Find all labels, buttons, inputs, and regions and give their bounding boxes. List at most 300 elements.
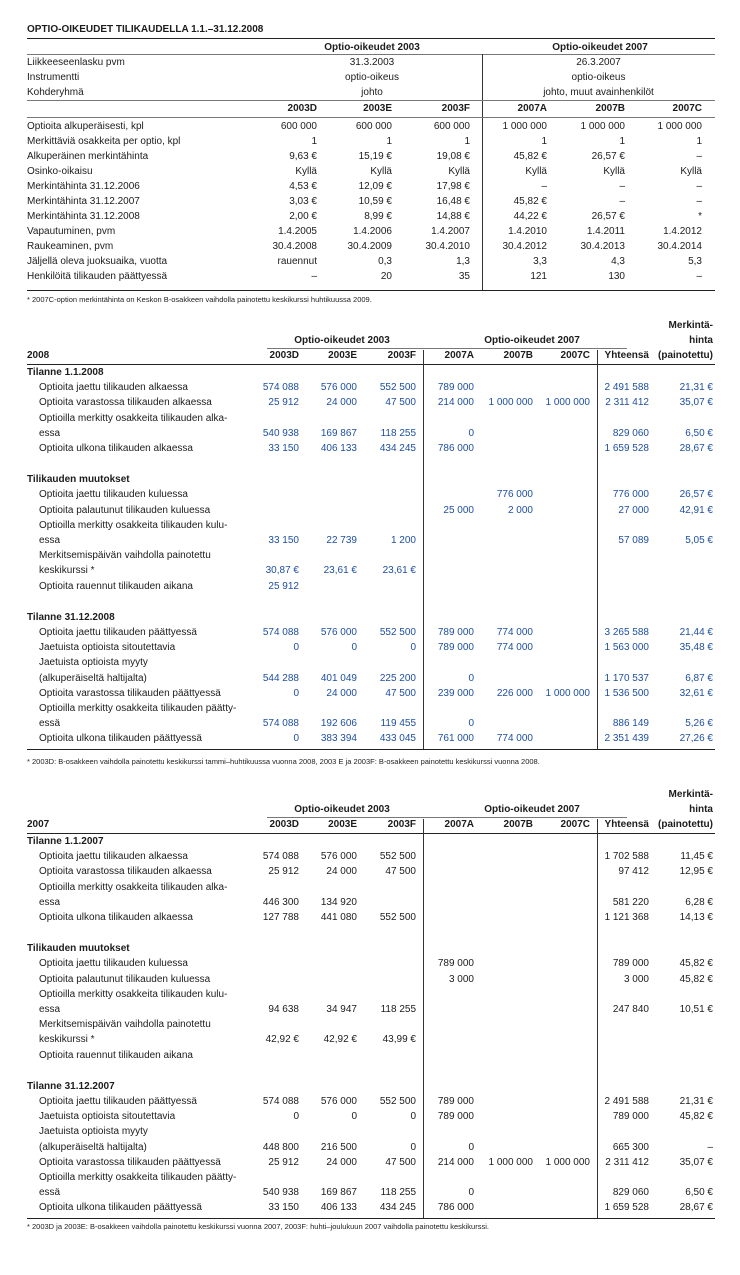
table-row [27, 972, 715, 987]
row-label: Jaetuista optioista myyty [39, 1126, 148, 1138]
cell-value: 576 000 [320, 1096, 357, 1107]
cell-value: 5,26 € [685, 718, 713, 730]
cell-value: 2 491 588 [604, 1096, 649, 1107]
cell-value: 434 245 [379, 443, 416, 454]
row-label: Optioita ulkona tilikauden alkaessa [39, 443, 193, 454]
section-title: Tilanne 31.12.2007 [27, 1080, 115, 1092]
section-header [27, 941, 715, 956]
cell-value: 4,3 [611, 256, 625, 267]
table-row [27, 1017, 715, 1032]
cell-value: 774 000 [496, 642, 533, 654]
table-row [27, 716, 715, 731]
row-label: Optioita jaettu tilikauden päättyessä [39, 627, 197, 638]
cell-value: 119 455 [380, 718, 416, 730]
cell-value: – [696, 271, 702, 282]
cell-value: 540 938 [262, 1187, 299, 1199]
cell-value: 169 867 [320, 1187, 357, 1199]
row-label: keskikurssi * [39, 1034, 95, 1046]
row-label: Alkuperäinen merkintähinta [27, 151, 149, 162]
table-row [27, 149, 715, 164]
cell-value: 600 000 [433, 121, 470, 132]
cell-value: 789 000 [437, 958, 474, 970]
cell-value: 2 311 412 [605, 1156, 649, 1168]
cell-value: 226 000 [496, 687, 533, 699]
table-row [27, 503, 715, 518]
table-row [27, 1032, 715, 1047]
row-label: Optioita varastossa tilikauden alkaessa [39, 397, 212, 409]
info-value-2007: 26.3.2007 [576, 57, 621, 68]
row-label: Merkitsemispäivän vaihdolla painotettu [39, 550, 211, 562]
cell-value: 6,50 € [685, 1187, 713, 1199]
row-label: Osinko-oikaisu [27, 166, 93, 177]
cell-value: 0 [410, 1111, 416, 1123]
row-label: Merkintähinta 31.12.2007 [27, 196, 140, 207]
cell-value: 552 500 [379, 851, 416, 863]
cell-value: 24 000 [326, 1156, 357, 1168]
row-label: Jaetuista optioista sitoutettavia [39, 642, 176, 654]
cell-value: 0 [410, 1141, 416, 1153]
table-row [27, 625, 715, 640]
table-footnote: * 2007C-option merkintähinta on Keskon B-osakkeen vaihdolla painotettu keskikurssi huhtikuussa 2009. [27, 295, 372, 304]
row-label: Raukeaminen, pvm [27, 241, 114, 252]
cell-value: 406 133 [320, 443, 357, 454]
cell-value: 30.4.2008 [272, 241, 317, 252]
cell-value: 1 000 000 [545, 1156, 590, 1168]
cell-value: 552 500 [379, 627, 416, 638]
cell-value: 3 265 588 [604, 627, 649, 638]
cell-value: 14,88 € [436, 211, 470, 222]
table-row [27, 987, 715, 1002]
cell-value: 574 088 [262, 718, 299, 730]
section-header [27, 610, 715, 625]
row-label: Optioilla merkitty osakkeita tilikauden alka- [39, 881, 228, 893]
row-label: Optioita varastossa tilikauden alkaessa [39, 866, 212, 878]
cell-value: 786 000 [437, 1202, 474, 1214]
row-label: Merkintähinta 31.12.2006 [27, 181, 140, 192]
cell-value: 776 000 [612, 489, 649, 501]
row-label: Optioita jaettu tilikauden alkaessa [39, 382, 188, 394]
table-row [27, 119, 715, 134]
year-label: 2007 [27, 819, 50, 830]
table-rule [27, 290, 715, 291]
cell-value: 118 255 [380, 427, 416, 439]
table-row [27, 864, 715, 879]
section-title: Tilikauden muutokset [27, 474, 130, 486]
section-header [27, 365, 715, 380]
column-header: 2003F [387, 819, 416, 830]
group-header-2003: Optio-oikeudet 2003 [324, 42, 420, 53]
cell-value: 45,82 € [513, 196, 547, 207]
cell-value: 30.4.2009 [347, 241, 392, 252]
row-label: Optioita rauennut tilikauden aikana [39, 580, 193, 592]
row-label: Henkilöitä tilikauden päättyessä [27, 271, 168, 282]
cell-value: 127 788 [262, 912, 299, 923]
cell-value: 1,3 [456, 256, 470, 267]
cell-value: 42,91 € [679, 504, 713, 516]
cell-value: 45,82 € [679, 973, 713, 985]
cell-value: 441 080 [320, 912, 357, 923]
cell-value: 9,63 € [289, 151, 317, 162]
row-label: Jaetuista optioista sitoutettavia [39, 1111, 176, 1123]
cell-value: 1 000 000 [545, 687, 590, 699]
cell-value: 32,61 € [679, 687, 713, 699]
section-title: Tilikauden muutokset [27, 943, 130, 955]
cell-value: – [696, 151, 702, 162]
table-row [27, 1170, 715, 1185]
cell-value: 118 255 [380, 1187, 416, 1199]
cell-value: 21,44 € [679, 627, 713, 638]
section-header [27, 472, 715, 487]
cell-value: 789 000 [437, 382, 474, 394]
cell-value: 5,05 € [685, 535, 713, 546]
row-label: essä [39, 1187, 61, 1199]
cell-value: 130 [608, 271, 625, 282]
cell-value: 0 [468, 718, 474, 730]
cell-value: 1 000 000 [488, 397, 533, 409]
column-header: hinta [689, 804, 713, 815]
column-header: 2003F [441, 103, 470, 114]
row-label: Merkintähinta 31.12.2008 [27, 211, 140, 222]
row-label: Jaetuista optioista myyty [39, 657, 148, 669]
year-label: 2008 [27, 350, 50, 361]
cell-value: 118 255 [380, 1004, 416, 1015]
cell-value: 10,51 € [679, 1004, 713, 1015]
row-label: Optioita palautunut tilikauden kuluessa [39, 973, 211, 985]
table-row [27, 426, 715, 441]
cell-value: 21,31 € [679, 382, 713, 394]
cell-value: 0 [293, 1111, 299, 1123]
cell-value: 28,67 € [679, 443, 713, 454]
row-label: Optioita jaettu tilikauden alkaessa [39, 851, 188, 863]
cell-value: 42,92 € [265, 1034, 299, 1046]
cell-value: 1 000 000 [580, 121, 625, 132]
cell-value: 30.4.2013 [580, 241, 625, 252]
row-label: Jäljellä oleva juoksuaika, vuotta [27, 256, 168, 267]
cell-value: 774 000 [496, 627, 533, 638]
cell-value: – [619, 196, 625, 207]
row-label: Optioilla merkitty osakkeita tilikauden alka- [39, 412, 228, 424]
cell-value: 0 [468, 1187, 474, 1199]
cell-value: 1 [386, 136, 392, 147]
table-row [27, 956, 715, 971]
cell-value: 33 150 [268, 1202, 299, 1214]
cell-value: 434 245 [379, 1202, 416, 1214]
table-row [27, 1109, 715, 1124]
cell-value: 1 170 537 [604, 672, 649, 684]
cell-value: 600 000 [280, 121, 317, 132]
column-header: 2007B [595, 103, 625, 114]
table-row [27, 239, 715, 254]
row-label: Instrumentti [27, 72, 80, 83]
table-row [27, 380, 715, 395]
merk-header [27, 787, 715, 802]
table-row [27, 269, 715, 284]
cell-value: 6,50 € [685, 427, 713, 439]
cell-value: 47 500 [385, 866, 416, 878]
cell-value: 239 000 [437, 687, 474, 699]
cell-value: 1.4.2006 [353, 226, 392, 237]
page-title: OPTIO-OIKEUDET TILIKAUDELLA 1.1.–31.12.2008 [27, 24, 264, 35]
cell-value: 1 000 000 [545, 397, 590, 409]
row-label: Optioita jaettu tilikauden kuluessa [39, 489, 188, 501]
column-header: 2007C [672, 103, 702, 114]
cell-value: 786 000 [437, 443, 474, 454]
table-rule [27, 1218, 715, 1219]
column-header: 2007B [503, 819, 533, 830]
cell-value: 3,03 € [289, 196, 317, 207]
cell-value: 433 045 [379, 733, 416, 745]
table-rule [27, 117, 715, 118]
cell-value: 2 000 [507, 504, 533, 516]
column-header: 2007C [560, 350, 590, 361]
cell-value: 28,67 € [679, 1202, 713, 1214]
cell-value: 216 500 [320, 1141, 357, 1153]
cell-value: 45,82 € [513, 151, 547, 162]
cell-value: 10,59 € [358, 196, 392, 207]
cell-value: 789 000 [612, 1111, 649, 1123]
cell-value: 35,07 € [679, 397, 713, 409]
table-row [27, 1124, 715, 1139]
table-footnote: * 2003D ja 2003E: B-osakkeen vaihdolla painotettu keskikurssi vuonna 2007, 2003F: huhti–joulukuun 2007 vaihdolla painotettu keskikurssi. [27, 1222, 489, 1231]
cell-value: 1 121 368 [604, 912, 649, 923]
row-label: Liikkeeseenlasku pvm [27, 57, 125, 68]
cell-value: 15,19 € [358, 151, 392, 162]
table-row [27, 686, 715, 701]
cell-value: 0,3 [378, 256, 392, 267]
column-header: (painotettu) [658, 819, 713, 830]
info-value-2003: johto [361, 87, 383, 98]
row-label: Optioita jaettu tilikauden päättyessä [39, 1096, 197, 1107]
cell-value: 1 000 000 [488, 1156, 533, 1168]
cell-value: 0 [351, 1111, 357, 1123]
table-row [27, 1200, 715, 1215]
cell-value: 1 659 528 [604, 443, 649, 454]
cell-value: 42,92 € [323, 1034, 357, 1046]
info-value-2003: 31.3.2003 [349, 57, 395, 68]
cell-value: 2 351 439 [604, 733, 649, 745]
group-divider [597, 350, 598, 749]
table-row [27, 579, 715, 594]
table-footnote: * 2003D: B-osakkeen vaihdolla painotettu keskikurssi tammi–huhtikuussa vuonna 2008, 2003 E ja 2003F: B-osakkeen painotettu keskikurssi vuonna 2008. [27, 757, 540, 766]
cell-value: 0 [468, 672, 474, 684]
cell-value: 886 149 [612, 718, 649, 730]
cell-value: 22 739 [326, 535, 357, 546]
cell-value: 25 912 [268, 866, 299, 878]
cell-value: 576 000 [320, 382, 357, 394]
cell-value: 1.4.2011 [586, 226, 625, 237]
cell-value: 829 060 [612, 427, 649, 439]
cell-value: – [696, 196, 702, 207]
row-label: essa [39, 896, 61, 908]
table-row [27, 134, 715, 149]
cell-value: 27 000 [618, 504, 649, 516]
cell-value: 1 000 000 [502, 121, 547, 132]
cell-value: 27,26 € [679, 733, 713, 745]
cell-value: 21,31 € [679, 1096, 713, 1107]
cell-value: 26,57 € [591, 151, 625, 162]
table-rule [27, 38, 715, 39]
row-label: Optioita varastossa tilikauden päättyessä [39, 687, 221, 699]
cell-value: 214 000 [437, 1156, 474, 1168]
row-label: keskikurssi * [39, 565, 95, 577]
cell-value: 2 311 412 [605, 397, 649, 409]
column-header: 2007B [503, 350, 533, 361]
column-header: 2007C [560, 819, 590, 830]
table-row [27, 1002, 715, 1017]
cell-value: 789 000 [437, 642, 474, 654]
row-label: Optioita ulkona tilikauden päättyessä [39, 1202, 202, 1214]
table-row [27, 224, 715, 239]
cell-value: 30,87 € [265, 565, 299, 577]
cell-value: 0 [293, 687, 299, 699]
cell-value: – [696, 181, 702, 192]
section-header [27, 834, 715, 849]
row-label: Optioita ulkona tilikauden päättyessä [39, 733, 202, 745]
table-row [27, 880, 715, 895]
table-row [27, 895, 715, 910]
cell-value: 552 500 [379, 382, 416, 394]
cell-value: 2,00 € [289, 211, 317, 222]
group-header-2007: Optio-oikeudet 2007 [484, 804, 580, 815]
cell-value: 574 088 [262, 1096, 299, 1107]
cell-value: 1 [619, 136, 625, 147]
section-title: Tilanne 1.1.2007 [27, 836, 104, 847]
cell-value: 225 200 [379, 672, 416, 684]
table-row [27, 910, 715, 925]
cell-value: 1 [464, 136, 470, 147]
cell-value: 401 049 [320, 672, 357, 684]
column-header-row [27, 348, 715, 363]
table-row [27, 655, 715, 670]
table-row [27, 1094, 715, 1109]
section-title: Tilanne 1.1.2008 [27, 367, 104, 378]
cell-value: 24 000 [326, 397, 357, 409]
cell-value: 789 000 [437, 1111, 474, 1123]
row-label: Optioilla merkitty osakkeita tilikauden kulu- [39, 519, 228, 531]
cell-value: 35 [458, 271, 470, 282]
table-rule [27, 749, 715, 750]
row-label: Kohderyhmä [27, 87, 84, 98]
info-row [27, 85, 715, 100]
cell-value: Kyllä [295, 166, 317, 177]
cell-value: 776 000 [496, 489, 533, 501]
table-row [27, 209, 715, 224]
cell-value: 8,99 € [364, 211, 392, 222]
cell-value: 774 000 [496, 733, 533, 745]
row-label: Optioilla merkitty osakkeita tilikauden kulu- [39, 988, 228, 1000]
table-row [27, 1185, 715, 1200]
cell-value: 43,99 € [382, 1034, 416, 1046]
cell-value: 4,53 € [289, 181, 317, 192]
row-label: essa [39, 535, 61, 546]
cell-value: 47 500 [385, 397, 416, 409]
row-label: essa [39, 427, 61, 439]
group-divider [423, 819, 424, 1218]
cell-value: 789 000 [437, 627, 474, 638]
cell-value: Kyllä [525, 166, 547, 177]
cell-value: 574 088 [262, 382, 299, 394]
cell-value: 576 000 [320, 851, 357, 863]
cell-value: 23,61 € [382, 565, 416, 577]
table-row [27, 563, 715, 578]
row-label: (alkuperäiseltä haltijalta) [39, 1141, 147, 1153]
cell-value: 25 912 [268, 397, 299, 409]
cell-value: 26,57 € [679, 489, 713, 501]
cell-value: * [698, 211, 702, 222]
cell-value: 383 394 [320, 733, 357, 745]
cell-value: 47 500 [385, 687, 416, 699]
column-header: 2003D [269, 819, 299, 830]
cell-value: Kyllä [448, 166, 470, 177]
table-row [27, 194, 715, 209]
cell-value: 3,3 [533, 256, 547, 267]
cell-value: 0 [293, 733, 299, 745]
cell-value: – [541, 181, 547, 192]
column-header: 2003D [287, 103, 317, 114]
options-2008-table [27, 318, 715, 750]
cell-value: 30.4.2012 [502, 241, 547, 252]
table-row [27, 518, 715, 533]
cell-value: 1 [541, 136, 547, 147]
options-2007-table [27, 787, 715, 1219]
row-label: Optioita alkuperäisesti, kpl [27, 121, 144, 132]
cell-value: Kyllä [680, 166, 702, 177]
info-value-2007: johto, muut avainhenkilöt [543, 87, 654, 98]
cell-value: 30.4.2014 [657, 241, 702, 252]
cell-value: 12,95 € [679, 866, 713, 878]
cell-value: 1.4.2012 [663, 226, 702, 237]
column-header-row [27, 817, 715, 832]
column-header: Yhteensä [604, 819, 649, 830]
column-header: 2003E [328, 350, 357, 361]
merk-header [27, 318, 715, 333]
row-label: Optioilla merkitty osakkeita tilikauden päätty- [39, 703, 237, 714]
cell-value: 761 000 [437, 733, 474, 745]
cell-value: 35,48 € [679, 642, 713, 654]
cell-value: 574 088 [262, 627, 299, 638]
cell-value: 30.4.2010 [425, 241, 470, 252]
table-row [27, 1155, 715, 1170]
cell-value: 45,82 € [679, 958, 713, 970]
cell-value: 1 200 [390, 535, 416, 546]
table-row [27, 487, 715, 502]
cell-value: 45,82 € [679, 1111, 713, 1123]
cell-value: 1 [696, 136, 702, 147]
column-header: 2003D [269, 350, 299, 361]
cell-value: 247 840 [612, 1004, 649, 1015]
cell-value: 1 659 528 [604, 1202, 649, 1214]
cell-value: 47 500 [385, 1156, 416, 1168]
cell-value: 0 [410, 642, 416, 654]
cell-value: 34 947 [326, 1004, 357, 1015]
group-header-2003: Optio-oikeudet 2003 [294, 335, 390, 346]
column-header: Yhteensä [604, 350, 649, 361]
cell-value: 97 412 [618, 866, 649, 878]
table-row [27, 640, 715, 655]
cell-value: 44,22 € [513, 211, 547, 222]
cell-value: 1 563 000 [604, 642, 649, 654]
table-row [27, 395, 715, 410]
row-label: Optioita jaettu tilikauden kuluessa [39, 958, 188, 970]
info-row [27, 55, 715, 70]
info-row [27, 70, 715, 85]
cell-value: 600 000 [355, 121, 392, 132]
cell-value: 5,3 [688, 256, 702, 267]
cell-value: – [311, 271, 317, 282]
cell-value: 25 000 [443, 504, 474, 516]
cell-value: 24 000 [326, 687, 357, 699]
cell-value: 12,09 € [358, 181, 392, 192]
